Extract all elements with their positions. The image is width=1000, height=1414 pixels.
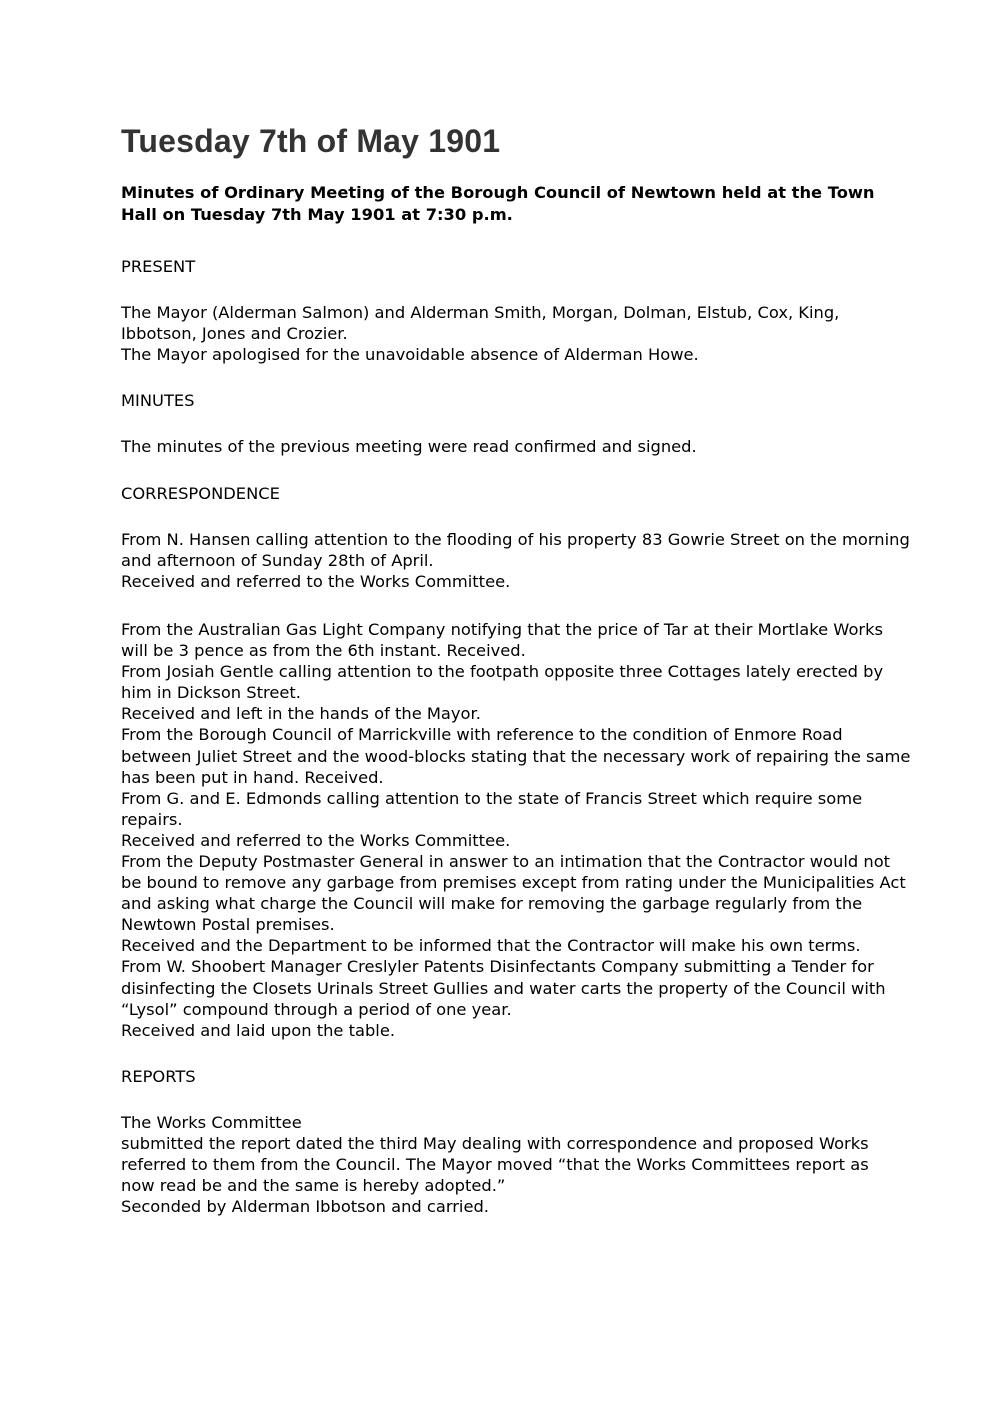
text-line: From the Borough Council of Marrickville with reference to the condition of Enmore Road xyxy=(121,725,843,745)
text-line: From the Deputy Postmaster General in answer to an intimation that the Contractor would not xyxy=(121,851,891,871)
document-body xyxy=(121,122,911,1217)
text-line: him in Dickson Street. xyxy=(121,683,301,703)
subtitle-line: Minutes of Ordinary Meeting of the Borough Council of Newtown held at the Town xyxy=(121,183,875,202)
text-line: Received and referred to the Works Committee. xyxy=(121,830,511,850)
text-line: and asking what charge the Council will make for removing the garbage regularly from the xyxy=(121,894,863,914)
text-line: Received and referred to the Works Committee. xyxy=(121,571,511,591)
text-line: From N. Hansen calling attention to the flooding of his property 83 Gowrie Street on the morning xyxy=(121,529,910,549)
text-line: Received and laid upon the table. xyxy=(121,1020,396,1040)
text-line: Newtown Postal premises. xyxy=(121,915,335,935)
section-heading-correspondence: CORRESPONDENCE xyxy=(121,483,280,503)
text-line: From W. Shoobert Manager Creslyler Patents Disinfectants Company submitting a Tender for xyxy=(121,957,874,977)
text-line: has been put in hand. Received. xyxy=(121,767,384,787)
text-line: Seconded by Alderman Ibbotson and carried. xyxy=(121,1197,489,1217)
minutes-paragraph xyxy=(121,436,891,457)
text-line: between Juliet Street and the wood-blocks stating that the necessary work of repairing the same xyxy=(121,746,911,766)
reports-paragraph xyxy=(121,1112,891,1217)
correspondence-paragraph-2 xyxy=(121,619,911,1041)
section-heading-reports: REPORTS xyxy=(121,1066,196,1086)
section-heading-present: PRESENT xyxy=(121,257,196,276)
correspondence-paragraph-1 xyxy=(121,529,910,592)
subtitle-line: Hall on Tuesday 7th May 1901 at 7:30 p.m. xyxy=(121,204,513,224)
text-line: disinfecting the Closets Urinals Street Gullies and water carts the property of the Council with xyxy=(121,978,886,998)
text-line: The Works Committee xyxy=(121,1112,302,1132)
text-line: referred to them from the Council. The Mayor moved “that the Works Committees report as xyxy=(121,1155,869,1175)
text-line: be bound to remove any garbage from premises except from rating under the Municipalities Act xyxy=(121,873,906,893)
text-line: The Mayor (Alderman Salmon) and Alderman Smith, Morgan, Dolman, Elstub, Cox, King, xyxy=(121,303,840,323)
text-line: Ibbotson, Jones and Crozier. xyxy=(121,324,348,344)
page-title: Tuesday 7th of May 1901 xyxy=(121,123,501,159)
present-paragraph xyxy=(121,302,891,365)
text-line: Received and the Department to be informed that the Contractor will make his own terms. xyxy=(121,936,861,956)
text-line: submitted the report dated the third May dealing with correspondence and proposed Works xyxy=(121,1134,869,1153)
text-line: repairs. xyxy=(121,809,183,829)
meeting-subtitle xyxy=(121,182,891,225)
text-line: From Josiah Gentle calling attention to the footpath opposite three Cottages lately erected by xyxy=(121,662,884,682)
text-line: The minutes of the previous meeting were read confirmed and signed. xyxy=(121,437,697,457)
text-line: The Mayor apologised for the unavoidable absence of Alderman Howe. xyxy=(121,345,699,365)
text-line: and afternoon of Sunday 28th of April. xyxy=(121,550,434,570)
text-line: will be 3 pence as from the 6th instant. Received. xyxy=(121,641,526,661)
section-heading-minutes: MINUTES xyxy=(121,391,195,411)
text-line: From the Australian Gas Light Company notifying that the price of Tar at their Mortlake Works xyxy=(121,619,884,639)
text-line: From G. and E. Edmonds calling attention to the state of Francis Street which require some xyxy=(121,788,863,808)
text-line: Received and left in the hands of the Mayor. xyxy=(121,704,481,724)
text-line: now read be and the same is hereby adopted.” xyxy=(121,1176,506,1196)
text-line: “Lysol” compound through a period of one year. xyxy=(121,999,512,1019)
